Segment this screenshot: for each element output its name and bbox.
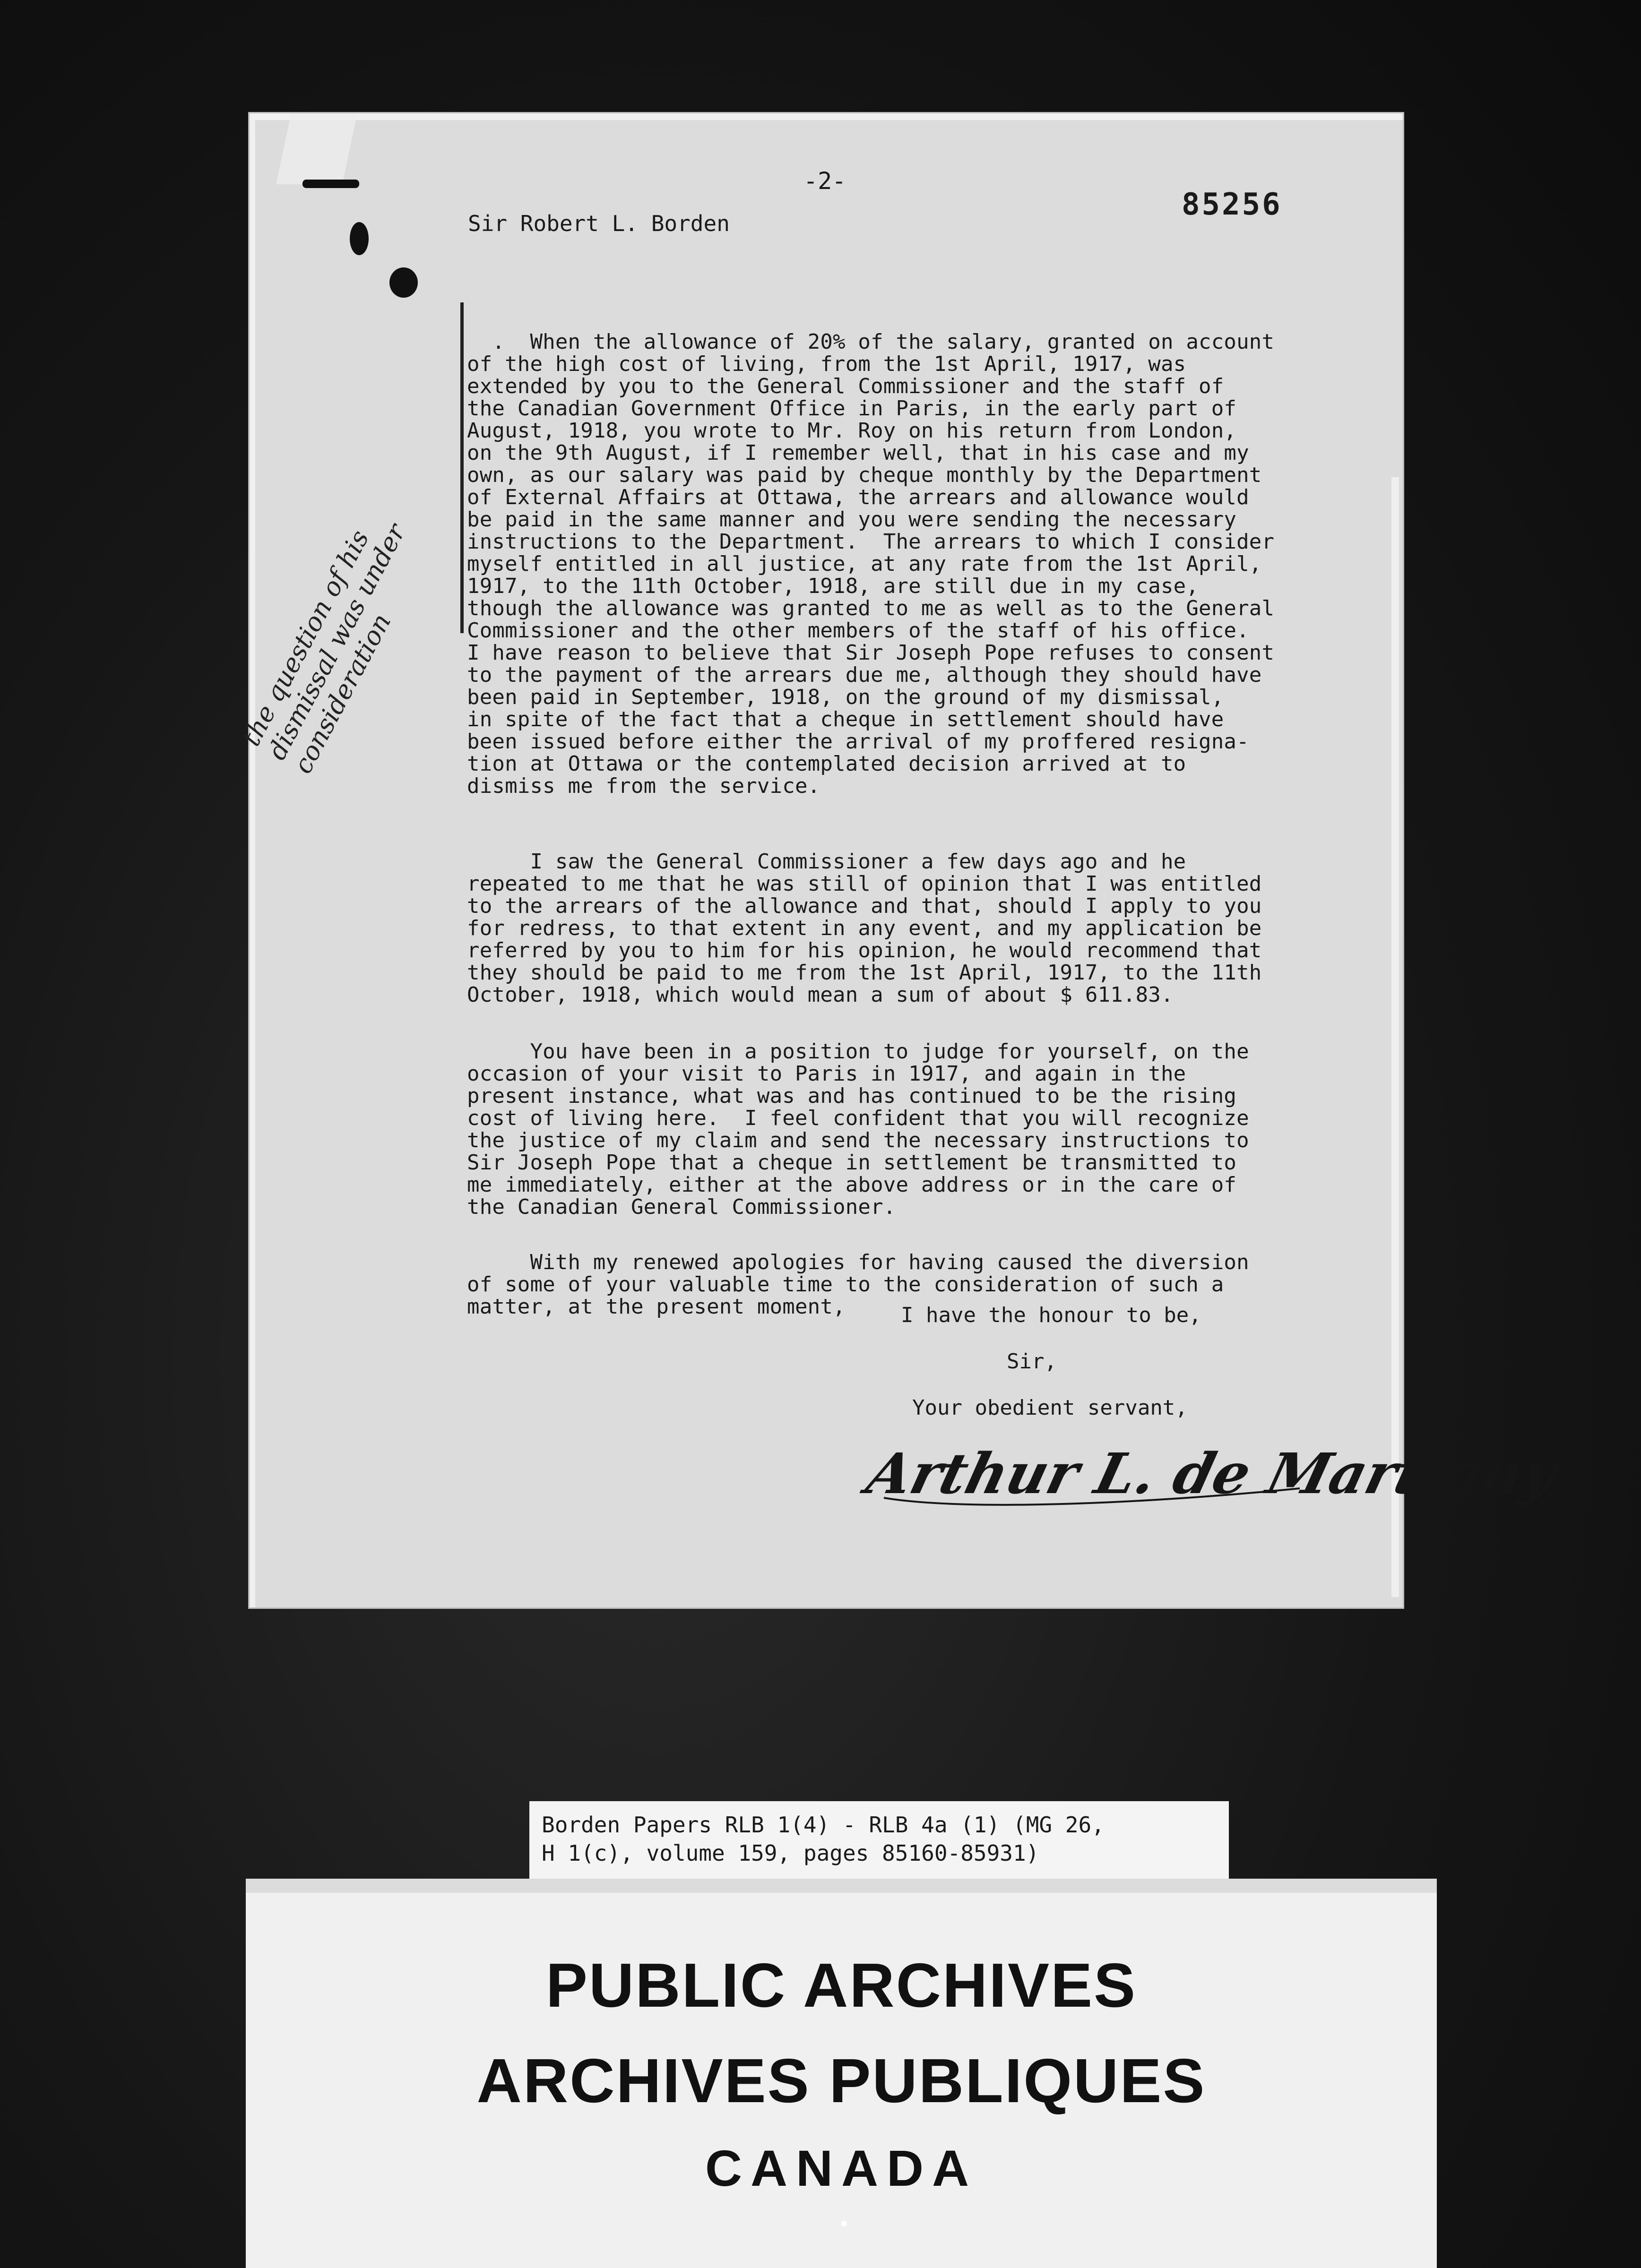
salutation: Sir Robert L. Borden bbox=[468, 211, 730, 236]
card-shadow bbox=[246, 1879, 1437, 1893]
margin-bracket bbox=[460, 302, 464, 633]
document-number: 85256 bbox=[1182, 187, 1282, 222]
archive-title-fr: ARCHIVES PUBLIQUES bbox=[476, 2046, 1206, 2115]
handwritten-margin-note: the question of his dismissal was under consideration bbox=[236, 519, 412, 779]
reference-label: Borden Papers RLB 1(4) - RLB 4a (1) (MG 26, H 1(c), volume 159, pages 85160-85931) bbox=[529, 1801, 1229, 1881]
paragraph-2: I saw the General Commissioner a few days ago and he repeated to me that he was still of opinion that I was entitled to the arrears of the allowance and that, should I apply to you for redress, to that extent in any event, and my application be referred by you to him for his opinion, he would recommend that they should be paid to me from the 1st April, 1917, to the 11th October, 1918, which would mean a sum of about $ 611.83. bbox=[467, 850, 1262, 1007]
page-number: -2- bbox=[803, 167, 846, 195]
archive-country: CANADA bbox=[705, 2139, 977, 2197]
signature bbox=[860, 1432, 1563, 1531]
archive-card bbox=[246, 1879, 1437, 2268]
archive-title-en: PUBLIC ARCHIVES bbox=[545, 1950, 1137, 2020]
signature-text: Arthur L. de Martigny bbox=[860, 1441, 1563, 1507]
punch-mark bbox=[350, 222, 369, 255]
closing-phrase: I have the honour to be, bbox=[901, 1303, 1201, 1327]
closing-servant: Your obedient servant, bbox=[912, 1396, 1188, 1420]
film-dot bbox=[841, 2221, 847, 2226]
page-edge bbox=[1391, 477, 1399, 1597]
punch-hole bbox=[389, 267, 418, 298]
paragraph-4: With my renewed apologies for having caused the diversion of some of your valuable time to the consideration of such a matter, at the present moment, bbox=[467, 1250, 1249, 1319]
paragraph-3: You have been in a position to judge for yourself, on the occasion of your visit to Paris in 1917, and again in the present instance, what was and has continued to be the rising cost of living here. I feel confident that you will recognize the justice of my claim and send the necessary instructions to Sir Joseph Pope that a cheque in settlement be transmitted to me immediately, either at the above address or in the care of the Canadian General Commissioner. bbox=[467, 1040, 1249, 1219]
closing-sir: Sir, bbox=[1007, 1349, 1057, 1374]
paragraph-1: . When the allowance of 20% of the salary, granted on account of the high cost of living, from the 1st April, 1917, was extended by you to the General Commissioner and the staff of the Canadian Government Office in Paris, in the early part of August, 1918, you wrote to Mr. Roy on his return from London, on the 9th August, if I remember well, that in his case and my own, as our salary was paid by cheque monthly by the Department of External Affairs at Ottawa, the arrears and allowance would be paid in the same manner and you were sending the necessary instructions to the Department. The arrears to which I consider myself entitled in all justice, at any rate from the 1st April, 1917, to the 11th October, 1918, are still due in my case, though the allowance was granted to me as well as to the General Commissioner and the other members of the staff of his office. I have reason to believe that Sir Joseph Pope refuses to consent to the payment of the arrears due me, although they should have been paid in September, 1918, on the ground of my dismissal, in spite of the fact that a cheque in settlement should have been issued before either the arrival of my proffered resigna- tion at Ottawa or the contemplated decision arrived at to dismiss me from the service. bbox=[467, 330, 1275, 798]
clip-mark bbox=[302, 180, 359, 188]
